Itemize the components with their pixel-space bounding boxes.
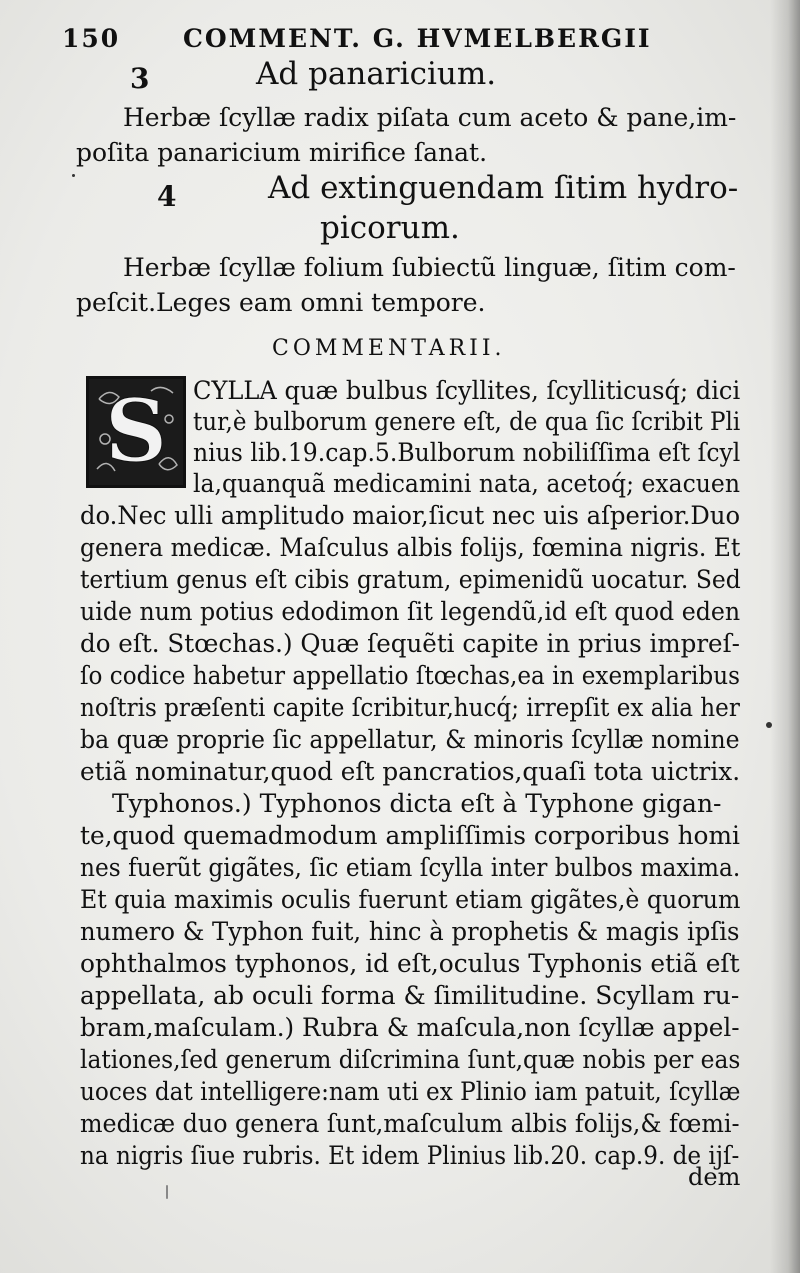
commentary-line: te,quod quemadmodum ampliſſimis corporibus homi <box>80 821 740 850</box>
section-heading: Ad panaricium. <box>256 56 497 92</box>
section-heading: picorum. <box>320 210 460 246</box>
running-title: COMMENT. G. HVMELBERGII <box>183 24 652 53</box>
body-line: poſita panaricium mirifice ſanat. <box>76 138 488 167</box>
commentary-line: ophthalmos typhonos, id eſt,oculus Typhonis etiã eſt <box>80 949 740 978</box>
commentary-line: bram,maſculam.) Rubra & maſcula,non ſcyllæ appel- <box>80 1013 740 1042</box>
commentary-title: COMMENTARII. <box>272 336 506 361</box>
commentary-line: noſtris præſenti capite ſcribitur,hucq́; irrepſit ex alia her <box>80 693 740 722</box>
commentary-line: appellata, ab oculi forma & ſimilitudine. Scyllam ru- <box>80 981 740 1010</box>
commentary-line: uide num potius edodimon ſit legendũ,id eſt quod eden <box>80 597 741 626</box>
commentary-line: nes fuerũt gigãtes, ſic etiam ſcylla inter bulbos maxima. <box>80 853 741 882</box>
page-number: 150 <box>62 24 121 53</box>
commentary-line: ſo codice habetur appellatio ſtœchas,ea in exemplaribus <box>80 661 740 690</box>
commentary-line: ba quæ proprie ſic appellatur, & minoris ſcyllæ nomine <box>80 725 740 754</box>
commentary-line: uoces dat intelligere:nam uti ex Plinio iam patuit, ſcyllæ <box>80 1077 741 1106</box>
commentary-line: tertium genus eſt cibis gratum, epimenidũ uocatur. Sed <box>80 565 741 594</box>
commentary-line: na nigris ſiue rubris. Et idem Plinius lib.20. cap.9. de ijſ- <box>80 1141 740 1170</box>
ink-speck <box>72 174 75 177</box>
commentary-line: genera medicæ. Maſculus albis folijs, fœmina nigris. Et <box>80 533 741 562</box>
body-line: peſcit.Leges eam omni tempore. <box>76 288 486 317</box>
commentary-line: CYLLA quæ bulbus ſcyllites, ſcylliticusq́; dici <box>193 376 741 405</box>
commentary-line: do eſt. Stœchas.) Quæ ſequẽti capite in prius impreſ- <box>80 629 740 658</box>
commentary-line: lationes,ſed generum diſcrimina ſunt,quæ nobis per eas <box>80 1045 741 1074</box>
ink-speck <box>766 722 772 728</box>
body-line: Herbæ ſcyllæ folium ſubiectũ linguæ, ſitim com- <box>123 253 736 282</box>
commentary-line: etiã nominatur,quod eſt pancratios,quaſi tota uictrix. <box>80 757 741 786</box>
commentary-line: Typhonos.) Typhonos dicta eſt à Typhone gigan- <box>112 789 722 818</box>
section-heading: Ad extinguendam ſitim hydro- <box>268 170 739 206</box>
commentary-line: nius lib.19.cap.5.Bulborum nobiliſſima eſt ſcyl <box>193 438 741 467</box>
ink-speck <box>166 1185 168 1199</box>
gutter-shadow <box>770 0 800 1273</box>
commentary-line: numero & Typhon fuit, hinc à prophetis & magis ipſis <box>80 917 740 946</box>
commentary-line: medicæ duo genera ſunt,maſculum albis folijs,& fœmi- <box>80 1109 740 1138</box>
commentary-line: Et quia maximis oculis fuerunt etiam gigãtes,è quorum <box>80 885 741 914</box>
section-number: 3 <box>130 62 150 95</box>
commentary-line: la,quanquã medicamini nata, acetoq́; exacuen <box>193 469 740 498</box>
body-line: Herbæ ſcyllæ radix piſata cum aceto & pane,im- <box>123 103 737 132</box>
initial-letter: S <box>104 381 168 482</box>
catchword: dem <box>688 1163 741 1191</box>
decorated-initial <box>86 376 186 488</box>
section-number: 4 <box>157 180 177 213</box>
commentary-line: tur,è bulborum genere eſt, de qua ſic ſcribit Pli <box>193 407 741 436</box>
commentary-line: do.Nec ulli amplitudo maior,ſicut nec uis aſperior.Duo <box>80 501 741 530</box>
